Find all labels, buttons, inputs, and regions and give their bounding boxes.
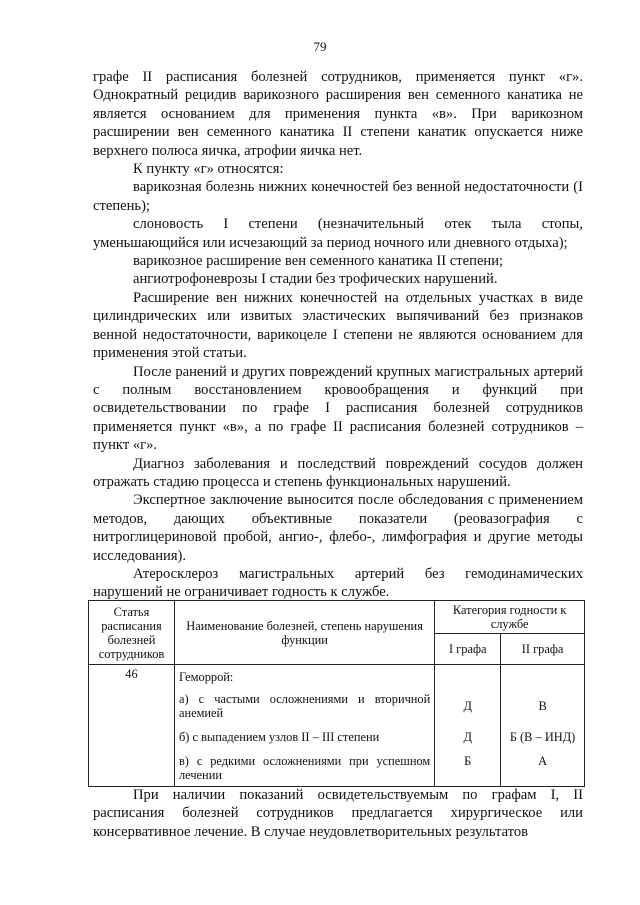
page-number: 79 [313,39,327,54]
disease-title: Геморрой: [174,665,434,689]
fitness-category-table [88,600,585,787]
header-disease-name: Наименование болезней, степень нарушения функции [174,601,434,665]
list-item: варикозная болезнь нижних конечностей без венной недостаточности (I степень); [93,179,583,214]
paragraph: Диагноз заболевания и последствий повреждений сосудов должен отражать стадию процесса и степень функциональных нарушений. [93,455,583,490]
continuation-text [93,786,583,841]
row-graph-2-value: А [501,750,585,787]
row-description: б) с выпадением узлов II – III степени [174,724,434,750]
row-graph-1-value: Д [435,688,501,724]
paragraph: К пункту «г» относятся: [133,161,284,178]
list-item: варикозное расширение вен семенного канатика II степени; [133,253,504,270]
row-graph-2-value: В [501,688,585,724]
list-item: ангиотрофоневрозы I стадии без трофических нарушений. [133,271,498,288]
header-graph-1: I графа [435,634,501,665]
header-graph-2: II графа [501,634,585,665]
row-graph-1-value: Д [435,724,501,750]
paragraph: Атеросклероз магистральных артерий без гемодинамических нарушений не ограничивает годность к службе. [93,565,583,601]
header-article: Статья расписания болезней сотрудников [89,601,175,665]
row-graph-2-value: Б (В – ИНД) [501,724,585,750]
list-item: слоновость I степени (незначительный отек тыла стопы, уменьшающийся или исчезающий за период ночного или дневного отдыха); [93,216,583,251]
table-header-row [89,601,585,634]
body-text [93,68,583,602]
paragraph: Экспертное заключение выносится после обследования с применением методов, дающих объективные показатели (реовазография с нитроглицериновой пробой, ангио-, флебо-, лимфография и другие методы исследования). [93,492,583,564]
article-number: 46 [89,665,175,787]
paragraph: графе II расписания болезней сотрудников, применяется пункт «г». Однократный рецидив варикозного расширения вен семенного канатика не является основанием для применения пункта «в». При варикозном расширении вен семенного канатика II степени канатик опускается ниже верхнего полюса яичка, атрофии яичка нет. [93,69,583,159]
row-graph-1-value: Б [435,750,501,787]
paragraph: Расширение вен нижних конечностей на отдельных участках в виде цилиндрических или извитых эластических выпячиваний без признаков венной недостаточности, варикоцеле I степени не являются основанием для применения этой статьи. [93,289,583,362]
row-description: а) с частыми осложнениями и вторичной анемией [174,688,434,724]
paragraph: После ранений и других повреждений крупных магистральных артерий с полным восстановлением кровообращения и функций при освидетельствовании по графе I расписания болезней сотрудников применяется пункт «в», а по графе II расписания болезней сотрудников – пункт «г». [93,363,583,454]
row-description: в) с редкими осложнениями при успешном лечении [174,750,434,787]
header-category: Категория годности к службе [435,601,585,634]
table-row [89,665,585,689]
paragraph: При наличии показаний освидетельствуемым по графам I, II расписания болезней сотрудников предлагается хирургическое или консервативное лечение. В случае неудовлетворительных результатов [93,787,583,840]
